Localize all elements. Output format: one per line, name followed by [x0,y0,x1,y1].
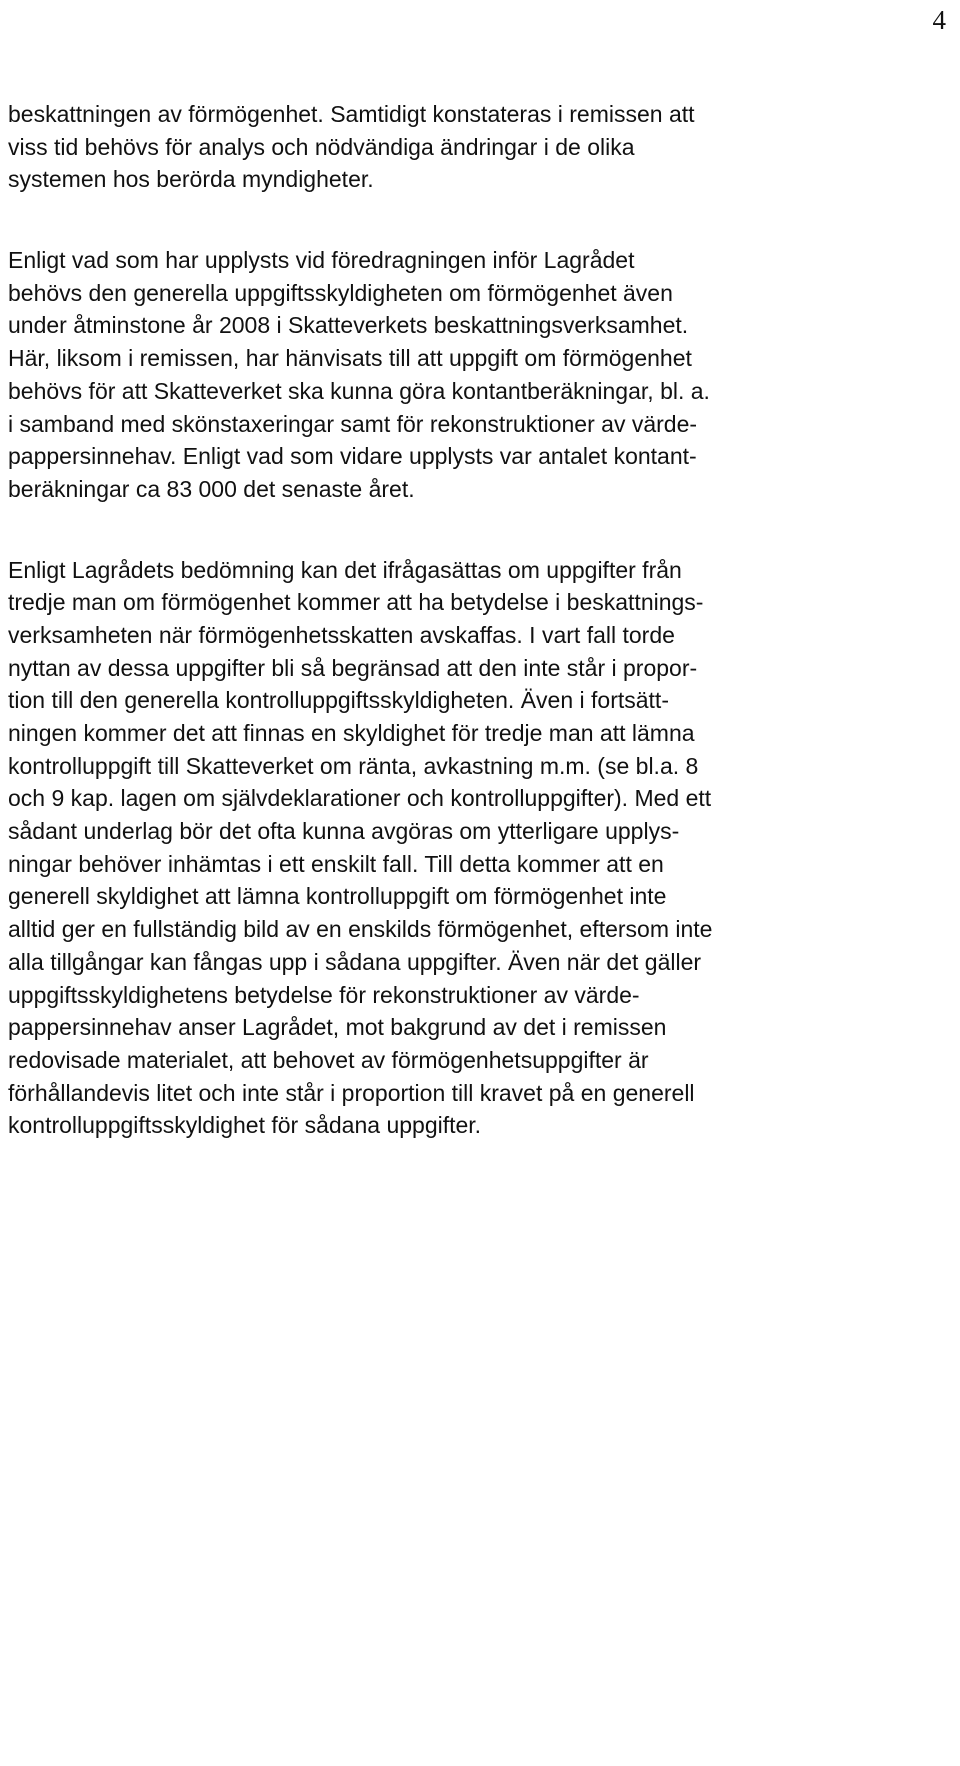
text-line: nyttan av dessa uppgifter bli så begränsad att den inte står i propor- [8,654,698,681]
text-line: pappersinnehav. Enligt vad som vidare upplysts var antalet kontant- [8,443,697,470]
text-line: beskattningen av förmögenhet. Samtidigt konstateras i remissen att [8,101,695,127]
document-body [8,101,948,1150]
paragraph-3 [8,547,948,1150]
text-line: ningen kommer det att finnas en skyldighet för tredje man att lämna [8,720,695,746]
paragraph-1 [8,91,948,204]
text-line: systemen hos berörda myndigheter. [8,166,374,193]
text-line: tredje man om förmögenhet kommer att ha betydelse i beskattnings- [8,589,704,616]
text-line: behövs den generella uppgiftsskyldigheten om förmögenhet även [8,279,673,306]
text-line: beräkningar ca 83 000 det senaste året. [8,475,415,502]
text-line: under åtminstone år 2008 i Skatteverkets beskattningsverksamhet. [8,312,689,339]
text-line: pappersinnehav anser Lagrådet, mot bakgrund av det i remissen [8,1014,667,1041]
text-line: och 9 kap. lagen om självdeklarationer och kontrolluppgifter). Med ett [8,785,712,812]
text-line: verksamheten när förmögenhetsskatten avskaffas. I vart fall torde [8,621,675,648]
text-line: Enligt Lagrådets bedömning kan det ifrågasättas om uppgifter från [8,556,682,583]
page-number: 4 [932,5,946,35]
text-line: ningar behöver inhämtas i ett enskilt fall. Till detta kommer att en [8,850,664,877]
text-line: redovisade materialet, att behovet av förmögenhetsuppgifter är [8,1046,649,1073]
text-line: uppgiftsskyldighetens betydelse för rekonstruktioner av värde- [8,981,640,1008]
text-line: i samband med skönstaxeringar samt för rekonstruktioner av värde- [8,410,698,437]
text-line: behövs för att Skatteverket ska kunna göra kontantberäkningar, bl. a. [8,377,710,404]
text-line: Här, liksom i remissen, har hänvisats till att uppgift om förmögenhet [8,345,692,372]
text-line: förhållandevis litet och inte står i proportion till kravet på en generell [8,1079,695,1106]
text-line: alla tillgångar kan fångas upp i sådana uppgifter. Även när det gäller [8,948,702,975]
text-line: viss tid behövs för analys och nödvändiga ändringar i de olika [8,133,635,160]
text-line: Enligt vad som har upplysts vid föredragningen inför Lagrådet [8,247,635,274]
text-line: generell skyldighet att lämna kontrolluppgift om förmögenhet inte [8,883,667,910]
text-line: alltid ger en fullständig bild av en enskilds förmögenhet, eftersom inte [8,916,713,943]
text-line: kontrolluppgift till Skatteverket om ränta, avkastning m.m. (se bl.a. 8 [8,752,699,779]
text-line: kontrolluppgiftsskyldighet för sådana uppgifter. [8,1112,482,1139]
paragraph-2 [8,237,948,514]
text-line: tion till den generella kontrolluppgiftsskyldigheten. Även i fortsätt- [8,687,669,714]
text-line: sådant underlag bör det ofta kunna avgöras om ytterligare upplys- [8,818,680,845]
